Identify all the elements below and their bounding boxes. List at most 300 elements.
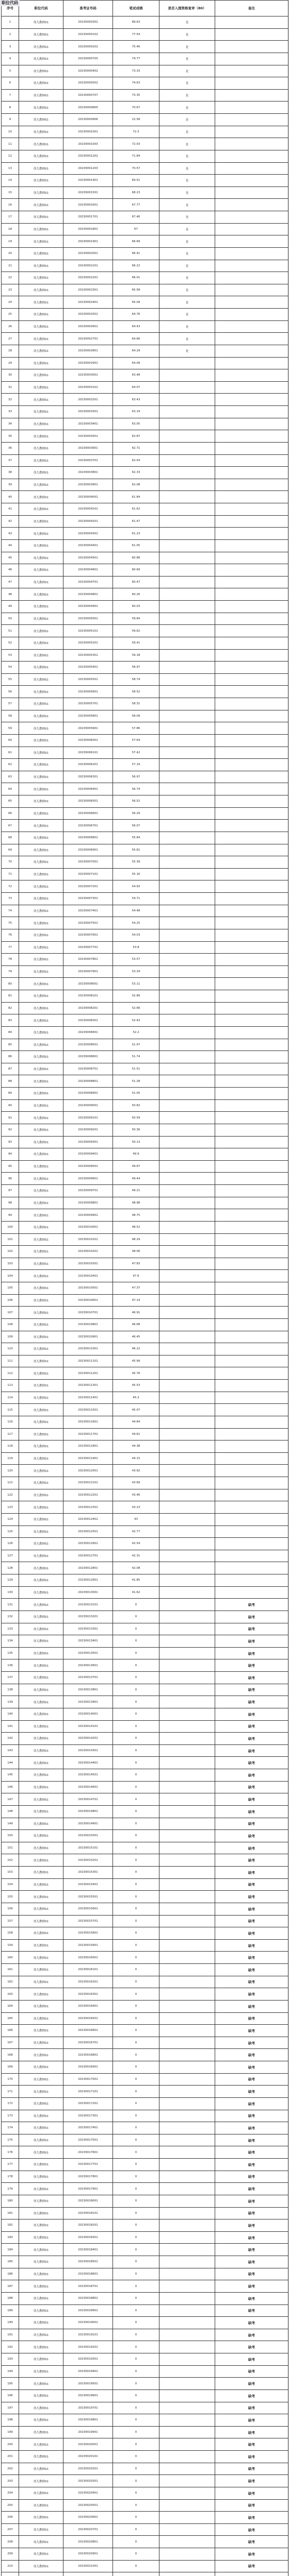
cell-qualified: [159, 1221, 215, 1233]
table-row: [2, 1136, 288, 1148]
table-row: [2, 1513, 288, 1526]
cell-qualified: [159, 1599, 215, 1611]
cell-no: 188: [2, 2292, 19, 2304]
table-row: [2, 1343, 288, 1355]
cell-no: 46: [2, 564, 19, 577]
cell-remark: 缺考: [215, 2475, 288, 2487]
table-row: [2, 1684, 288, 1696]
cell-no: 116: [2, 1416, 19, 1428]
table-row: [2, 625, 288, 637]
cell-written-score: 0: [113, 1976, 159, 1988]
table-row: [2, 1233, 288, 1246]
table-row: [2, 2000, 288, 2012]
cell-no: 5: [2, 65, 19, 77]
cell-qualified: [159, 2231, 215, 2244]
cell-ticket-number: 20230004001: [63, 491, 113, 503]
cell-written-score: 59.41: [113, 637, 159, 649]
cell-no: 52: [2, 637, 19, 649]
cell-qualified: [159, 2292, 215, 2304]
cell-ticket-number: 20230018201: [63, 2219, 113, 2232]
cell-remark: 缺考: [215, 2122, 288, 2134]
cell-ticket-number: 20230012501: [63, 1526, 113, 1538]
cell-remark: 缺考: [215, 1635, 288, 1648]
cell-remark: 缺考: [215, 1915, 288, 1927]
cell-remark: [215, 552, 288, 564]
cell-position-code: 幼儿教师01: [19, 1720, 63, 1733]
cell-ticket-number: 20230004301: [63, 528, 113, 540]
cell-position-code: 幼儿教师01: [19, 1477, 63, 1489]
cell-ticket-number: 20230010601: [63, 1294, 113, 1307]
cell-position-code: 幼儿教师01: [19, 2523, 63, 2536]
cell-qualified: [159, 1574, 215, 1587]
cell-remark: 缺考: [215, 2110, 288, 2122]
cell-qualified: [159, 2086, 215, 2098]
cell-written-score: 0: [113, 2025, 159, 2037]
cell-position-code: 幼儿教师01: [19, 820, 63, 832]
cell-written-score: 56.52: [113, 795, 159, 808]
cell-no: 39: [2, 479, 19, 491]
cell-qualified: [159, 2512, 215, 2524]
cell-qualified: [159, 1891, 215, 1903]
table-row: [2, 2548, 288, 2561]
cell-qualified: [159, 1014, 215, 1027]
table-row: [2, 2560, 288, 2572]
cell-ticket-number: 20230005701: [63, 698, 113, 710]
cell-no: 131: [2, 1599, 19, 1611]
cell-qualified: [159, 1818, 215, 1830]
cell-qualified: [159, 1440, 215, 1453]
cell-remark: [215, 1513, 288, 1526]
cell-qualified: 是: [159, 247, 215, 260]
header-position-code: 职位代码: [19, 1, 63, 16]
table-row: [2, 1331, 288, 1343]
table-row: [2, 345, 288, 357]
cell-no: 123: [2, 1501, 19, 1514]
cell-qualified: [159, 2353, 215, 2366]
cell-ticket-number: 20230012201: [63, 1489, 113, 1501]
cell-no: 156: [2, 1903, 19, 1915]
cell-qualified: 是: [159, 77, 215, 90]
cell-remark: 缺考: [215, 2244, 288, 2256]
cell-written-score: 57.19: [113, 759, 159, 771]
table-row: [2, 1221, 288, 1233]
cell-remark: [215, 965, 288, 978]
table-row: [2, 1099, 288, 1112]
cell-remark: 缺考: [215, 2000, 288, 2012]
cell-ticket-number: 20230015301: [63, 1867, 113, 1879]
cell-position-code: 幼儿教师01: [19, 649, 63, 662]
cell-position-code: 幼儿教师01: [19, 2159, 63, 2171]
cell-ticket-number: 20230016801: [63, 2049, 113, 2061]
cell-position-code: 幼儿教师01: [19, 747, 63, 759]
cell-position-code: 幼儿教师01: [19, 832, 63, 844]
cell-written-score: 56.07: [113, 820, 159, 832]
cell-no: 168: [2, 2049, 19, 2061]
cell-position-code: 幼儿教师01: [19, 1830, 63, 1842]
table-row: [2, 1526, 288, 1538]
cell-qualified: [159, 1099, 215, 1112]
table-row: [2, 1599, 288, 1611]
cell-no: 197: [2, 2402, 19, 2414]
cell-remark: [215, 479, 288, 491]
table-row: [2, 1891, 288, 1903]
table-row: [2, 2365, 288, 2378]
cell-ticket-number: 20230013401: [63, 1635, 113, 1648]
cell-written-score: 0: [113, 2231, 159, 2244]
cell-no: 113: [2, 1380, 19, 1392]
cell-no: 182: [2, 2219, 19, 2232]
cell-position-code: 幼儿教师01: [19, 771, 63, 783]
cell-no: 108: [2, 1318, 19, 1331]
table-row: [2, 2572, 288, 2576]
cell-position-code: 幼儿教师01: [19, 2389, 63, 2402]
cell-ticket-number: 20230000202: [63, 41, 113, 53]
cell-written-score: 56.97: [113, 771, 159, 783]
cell-qualified: [159, 1550, 215, 1562]
cell-no: 121: [2, 1477, 19, 1489]
cell-no: 83: [2, 1014, 19, 1027]
cell-no: 209: [2, 2548, 19, 2561]
cell-qualified: [159, 2012, 215, 2025]
cell-ticket-number: 20230005601: [63, 686, 113, 698]
cell-written-score: 44.15: [113, 1452, 159, 1465]
cell-written-score: 62.87: [113, 430, 159, 443]
cell-remark: [215, 1440, 288, 1453]
table-row: [2, 2171, 288, 2183]
cell-no: 94: [2, 1148, 19, 1161]
cell-position-code: 幼儿教师01: [19, 515, 63, 528]
table-row: [2, 2183, 288, 2195]
cell-qualified: [159, 1805, 215, 1818]
cell-position-code: 幼儿教师01: [19, 1538, 63, 1550]
cell-position-code: 幼儿教师01: [19, 101, 63, 114]
cell-remark: 缺考: [215, 1672, 288, 1684]
cell-written-score: 0: [113, 2536, 159, 2548]
cell-written-score: 41.85: [113, 1574, 159, 1587]
cell-position-code: 幼儿教师01: [19, 2012, 63, 2025]
table-row: [2, 747, 288, 759]
cell-remark: [215, 381, 288, 394]
table-row: [2, 126, 288, 138]
cell-remark: 缺考: [215, 1757, 288, 1769]
cell-position-code: 幼儿教师01: [19, 1952, 63, 1964]
cell-qualified: [159, 381, 215, 394]
cell-ticket-number: 20230016601: [63, 2025, 113, 2037]
cell-written-score: 0: [113, 2049, 159, 2061]
table-row: [2, 357, 288, 369]
cell-no: 61: [2, 747, 19, 759]
cell-no: 165: [2, 2012, 19, 2025]
cell-no: 25: [2, 309, 19, 321]
cell-no: 111: [2, 1355, 19, 1367]
cell-no: 196: [2, 2389, 19, 2402]
cell-written-score: 42.08: [113, 1562, 159, 1574]
cell-remark: 缺考: [215, 2414, 288, 2427]
cell-qualified: [159, 539, 215, 552]
cell-no: 186: [2, 2268, 19, 2280]
cell-written-score: 0: [113, 2195, 159, 2207]
cell-qualified: [159, 1112, 215, 1124]
table-row: [2, 1465, 288, 1477]
cell-qualified: [159, 1148, 215, 1161]
cell-qualified: [159, 1343, 215, 1355]
cell-ticket-number: 20230008401: [63, 1026, 113, 1039]
table-row: [2, 296, 288, 309]
cell-remark: 缺考: [215, 2389, 288, 2402]
cell-position-code: 幼儿教师01: [19, 1526, 63, 1538]
cell-ticket-number: 20230000102: [63, 28, 113, 41]
cell-remark: [215, 369, 288, 382]
table-row: [2, 1063, 288, 1075]
cell-position-code: 幼儿教师01: [19, 1927, 63, 1940]
table-row: [2, 832, 288, 844]
cell-remark: 缺考: [215, 2365, 288, 2378]
cell-no: 99: [2, 1209, 19, 1222]
cell-no: 64: [2, 783, 19, 795]
cell-position-code: 幼儿教师01: [19, 309, 63, 321]
cell-remark: 缺考: [215, 2523, 288, 2536]
cell-written-score: 46.45: [113, 1331, 159, 1343]
cell-remark: [215, 247, 288, 260]
cell-qualified: [159, 442, 215, 454]
table-row: [2, 515, 288, 528]
cell-no: 87: [2, 1063, 19, 1075]
cell-no: 114: [2, 1392, 19, 1404]
cell-position-code: 幼儿教师01: [19, 2195, 63, 2207]
cell-ticket-number: 20230012301: [63, 1501, 113, 1514]
cell-ticket-number: 20230007301: [63, 893, 113, 905]
cell-ticket-number: 20230015801: [63, 1927, 113, 1940]
cell-qualified: [159, 2171, 215, 2183]
cell-written-score: 72.03: [113, 138, 159, 150]
cell-position-code: 幼儿教师01: [19, 381, 63, 394]
cell-remark: 缺考: [215, 2560, 288, 2572]
cell-qualified: [159, 1733, 215, 1745]
cell-qualified: [159, 1160, 215, 1173]
cell-qualified: [159, 844, 215, 856]
cell-written-score: 51.51: [113, 1063, 159, 1075]
cell-no: 41: [2, 503, 19, 516]
cell-qualified: [159, 1842, 215, 1854]
cell-ticket-number: 20230010501: [63, 1282, 113, 1295]
cell-no: 109: [2, 1331, 19, 1343]
cell-remark: [215, 1160, 288, 1173]
cell-position-code: 幼儿教师01: [19, 1002, 63, 1014]
cell-remark: 缺考: [215, 2159, 288, 2171]
cell-qualified: 是: [159, 199, 215, 211]
cell-written-score: 62.54: [113, 454, 159, 467]
table-row: [2, 1830, 288, 1842]
cell-qualified: 是: [159, 162, 215, 175]
cell-remark: 缺考: [215, 1599, 288, 1611]
cell-written-score: 77.54: [113, 28, 159, 41]
cell-no: 76: [2, 929, 19, 941]
table-row: [2, 2499, 288, 2512]
cell-ticket-number: 20230017701: [63, 2159, 113, 2171]
cell-remark: [215, 175, 288, 187]
cell-written-score: 0: [113, 1757, 159, 1769]
cell-no: 163: [2, 1988, 19, 2001]
cell-remark: [215, 613, 288, 625]
cell-position-code: 幼儿教师01: [19, 2499, 63, 2512]
cell-written-score: 53.34: [113, 965, 159, 978]
cell-position-code: 幼儿教师01: [19, 418, 63, 430]
cell-written-score: 54.71: [113, 893, 159, 905]
cell-written-score: 48.29: [113, 1233, 159, 1246]
cell-no: 167: [2, 2037, 19, 2049]
cell-remark: [215, 2572, 288, 2576]
table-row: [2, 491, 288, 503]
cell-written-score: 43.23: [113, 1501, 159, 1514]
cell-remark: [215, 783, 288, 795]
cell-position-code: 幼儿教师01: [19, 868, 63, 880]
cell-written-score: 50.13: [113, 1136, 159, 1148]
table-row: [2, 649, 288, 662]
cell-qualified: [159, 1051, 215, 1063]
table-header-row: [2, 1, 288, 16]
cell-written-score: 74.63: [113, 77, 159, 90]
cell-written-score: 71.84: [113, 150, 159, 162]
cell-no: 101: [2, 1233, 19, 1246]
cell-ticket-number: 20230006701: [63, 820, 113, 832]
cell-qualified: [159, 1367, 215, 1380]
cell-no: 147: [2, 1793, 19, 1806]
cell-remark: [215, 1294, 288, 1307]
table-row: [2, 2317, 288, 2329]
cell-remark: [215, 491, 288, 503]
cell-qualified: [159, 2073, 215, 2086]
table-row: [2, 1404, 288, 1416]
cell-ticket-number: 20230018501: [63, 2256, 113, 2268]
cell-written-score: 0: [113, 2512, 159, 2524]
cell-position-code: 幼儿教师01: [19, 1501, 63, 1514]
cell-position-code: 幼儿教师01: [19, 1160, 63, 1173]
cell-position-code: 幼儿教师01: [19, 2341, 63, 2353]
table-row: [2, 1988, 288, 2001]
cell-written-score: 58.74: [113, 673, 159, 686]
cell-position-code: 幼儿教师01: [19, 1647, 63, 1659]
cell-written-score: 55.61: [113, 844, 159, 856]
cell-written-score: 58.52: [113, 686, 159, 698]
cell-no: 152: [2, 1854, 19, 1867]
cell-position-code: 幼儿教师01: [19, 1988, 63, 2001]
table-row: [2, 2280, 288, 2293]
cell-remark: 缺考: [215, 1939, 288, 1952]
cell-ticket-number: 20230007601: [63, 929, 113, 941]
table-row: [2, 1818, 288, 1830]
cell-remark: [215, 28, 288, 41]
table-row: [2, 1477, 288, 1489]
cell-written-score: 0: [113, 2548, 159, 2561]
cell-remark: [215, 1014, 288, 1027]
cell-ticket-number: 20230005501: [63, 673, 113, 686]
table-row: [2, 1367, 288, 1380]
cell-qualified: [159, 2049, 215, 2061]
cell-written-score: 51.05: [113, 1088, 159, 1100]
cell-written-score: 0: [113, 1769, 159, 1782]
cell-position-code: 幼儿教师01: [19, 1380, 63, 1392]
cell-qualified: [159, 1976, 215, 1988]
cell-qualified: [159, 649, 215, 662]
cell-remark: 缺考: [215, 1793, 288, 1806]
table-row: [2, 1246, 288, 1258]
cell-qualified: [159, 2438, 215, 2451]
cell-position-code: 幼儿教师01: [19, 1793, 63, 1806]
cell-qualified: [159, 394, 215, 406]
cell-position-code: 幼儿教师01: [19, 941, 63, 954]
table-row: [2, 1088, 288, 1100]
cell-no: 59: [2, 722, 19, 735]
cell-written-score: 48.06: [113, 1246, 159, 1258]
cell-ticket-number: 20230008701: [63, 1063, 113, 1075]
cell-ticket-number: 20230018701: [63, 2280, 113, 2293]
cell-no: 118: [2, 1440, 19, 1453]
cell-ticket-number: 20230020701: [63, 2523, 113, 2536]
table-row: [2, 381, 288, 394]
table-row: [2, 528, 288, 540]
cell-no: 77: [2, 941, 19, 954]
cell-position-code: 幼儿教师01: [19, 1063, 63, 1075]
cell-qualified: 是: [159, 223, 215, 235]
cell-position-code: 幼儿教师01: [19, 1258, 63, 1270]
table-row: [2, 1574, 288, 1587]
cell-remark: [215, 1088, 288, 1100]
cell-remark: [215, 150, 288, 162]
cell-position-code: 幼儿教师01: [19, 1744, 63, 1757]
table-row: [2, 637, 288, 649]
cell-no: 170: [2, 2073, 19, 2086]
cell-remark: [215, 1307, 288, 1319]
cell-position-code: 幼儿教师01: [19, 1270, 63, 1282]
cell-written-score: 22.58: [113, 114, 159, 126]
cell-position-code: 幼儿教师01: [19, 2268, 63, 2280]
cell-position-code: 幼儿教师01: [19, 1343, 63, 1355]
cell-position-code: 幼儿教师01: [19, 1623, 63, 1635]
cell-written-score: 75.46: [113, 41, 159, 53]
cell-remark: [215, 503, 288, 516]
cell-written-score: 47.37: [113, 1282, 159, 1295]
cell-position-code: 幼儿教师01: [19, 807, 63, 820]
cell-ticket-number: 20230013201: [63, 1611, 113, 1623]
cell-qualified: [159, 1258, 215, 1270]
cell-written-score: 56.29: [113, 807, 159, 820]
cell-written-score: 67.77: [113, 199, 159, 211]
cell-no: [2, 2572, 19, 2576]
cell-remark: [215, 357, 288, 369]
cell-remark: 缺考: [215, 2378, 288, 2390]
cell-remark: 缺考: [215, 2037, 288, 2049]
cell-no: 93: [2, 1136, 19, 1148]
cell-position-code: 幼儿教师01: [19, 1964, 63, 1976]
cell-remark: 缺考: [215, 1891, 288, 1903]
cell-position-code: 幼儿教师01: [19, 357, 63, 369]
cell-written-score: 73.33: [113, 65, 159, 77]
cell-written-score: 65.09: [113, 296, 159, 309]
cell-position-code: 幼儿教师01: [19, 1318, 63, 1331]
table-row: [2, 2146, 288, 2159]
cell-written-score: 55.39: [113, 856, 159, 869]
table-row: [2, 247, 288, 260]
cell-ticket-number: 20230017801: [63, 2171, 113, 2183]
cell-no: 180: [2, 2195, 19, 2207]
cell-position-code: 幼儿教师01: [19, 1209, 63, 1222]
cell-position-code: 幼儿教师01: [19, 2171, 63, 2183]
cell-remark: 缺考: [215, 1854, 288, 1867]
cell-written-score: 0: [113, 2463, 159, 2475]
cell-remark: [215, 686, 288, 698]
cell-no: 66: [2, 807, 19, 820]
table-row: [2, 1538, 288, 1550]
